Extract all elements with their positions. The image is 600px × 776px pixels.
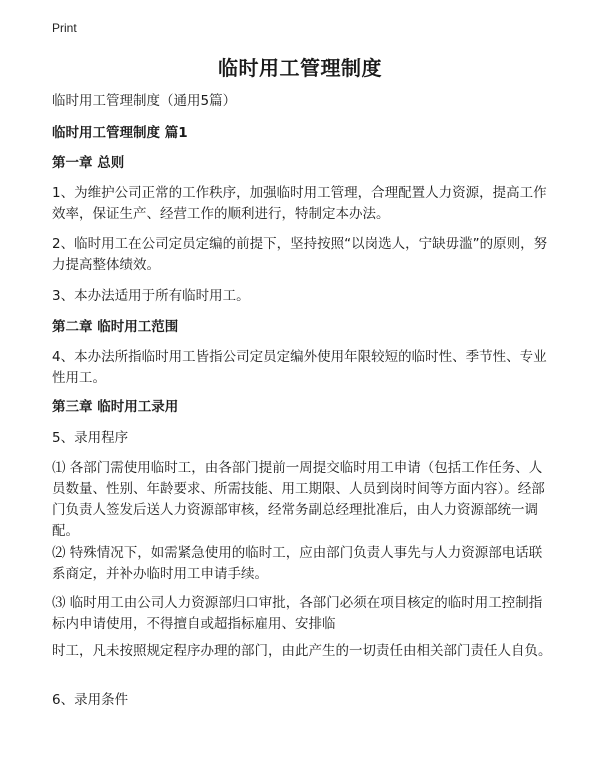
chapter3-sub-1: ⑴ 各部门需使用临时工，由各部门提前一周提交临时用工申请（包括工作任务、人员数量、性别、年龄要求、所需技能、用工期限、人员到岗时间等方面内容）。经部门负责人签发后送人力资源部审核，经常务副总经理批准后，由人力资源部统一调配。 — [52, 460, 545, 539]
chapter3-item-5: 5、录用程序 — [52, 430, 129, 446]
chapter2-item-4: 4、本办法所指临时用工皆指公司定员定编外使用年限较短的临时性、季节性、专业性用工。 — [52, 349, 547, 386]
chapter1-item-1: 1、为维护公司正常的工作秩序，加强临时用工管理，合理配置人力资源，提高工作效率，保证生产、经营工作的顺利进行，特制定本办法。 — [52, 185, 547, 222]
chapter3-heading: 第三章 临时用工录用 — [52, 399, 179, 415]
chapter2-heading: 第二章 临时用工范围 — [52, 319, 179, 335]
chapter3-sub-3: ⑶ 临时用工由公司人力资源部归口审批，各部门必须在项目核定的临时用工控制指标内申请使用，不得擅自或超指标雇用、安排临 — [52, 595, 543, 632]
print-label[interactable]: Print — [52, 21, 77, 35]
chapter3-continuation: 时工，凡未按照规定程序办理的部门，由此产生的一切责任由相关部门责任人自负。 — [52, 643, 552, 659]
document-subtitle: 临时用工管理制度（通用5篇） — [52, 93, 237, 109]
section-heading: 临时用工管理制度 篇1 — [52, 125, 188, 141]
chapter1-item-3: 3、本办法适用于所有临时用工。 — [52, 288, 250, 304]
chapter3-item-6: 6、录用条件 — [52, 692, 129, 708]
chapter1-item-2: 2、临时用工在公司定员定编的前提下，坚持按照“以岗选人，宁缺毋滥”的原则，努力提高整体绩效。 — [52, 236, 548, 273]
page-title: 临时用工管理制度 — [218, 56, 382, 80]
chapter3-sub-2: ⑵ 特殊情况下，如需紧急使用的临时工，应由部门负责人事先与人力资源部电话联系商定，并补办临时用工申请手续。 — [52, 545, 543, 582]
chapter1-heading: 第一章 总则 — [52, 155, 125, 171]
